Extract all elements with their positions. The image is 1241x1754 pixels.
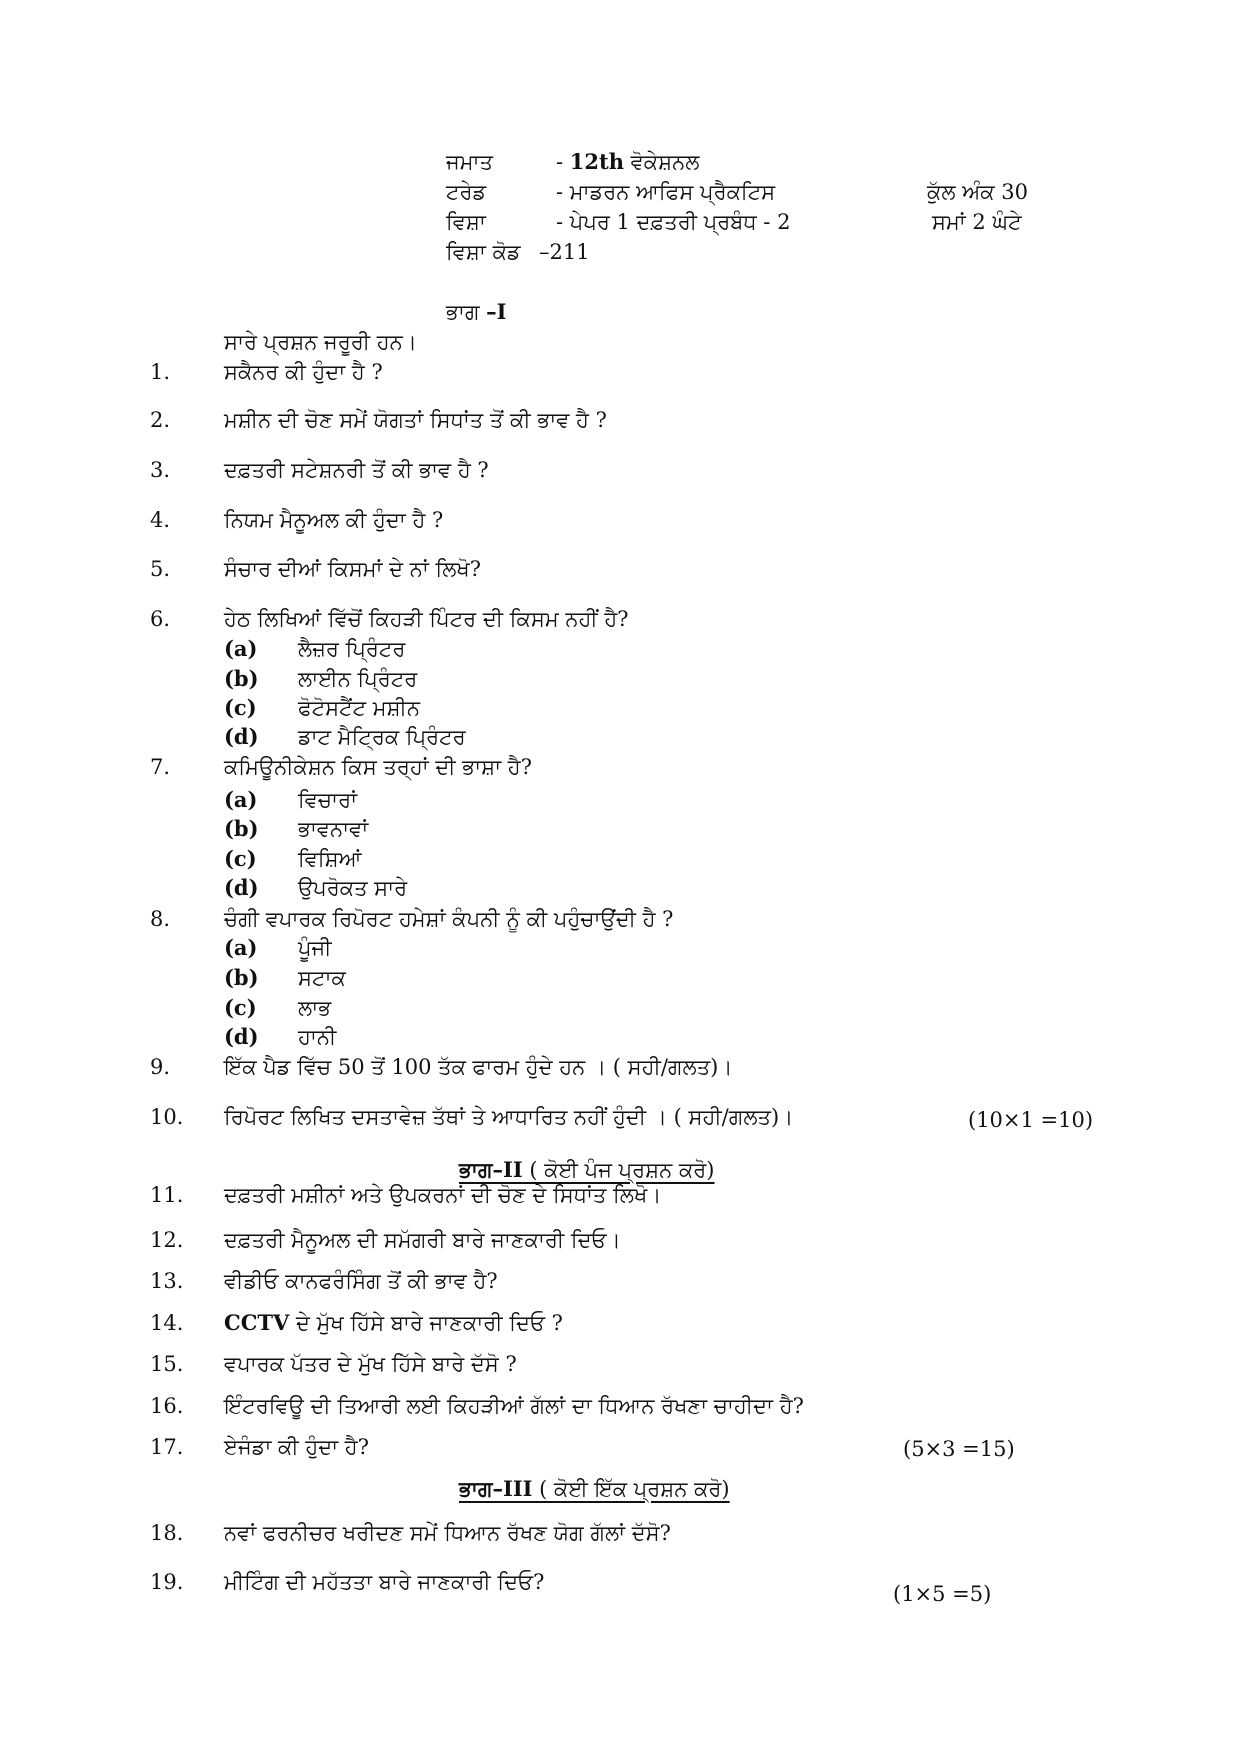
question-number: 9.: [150, 1055, 171, 1079]
part1-instruction: ਸਾਰੇ ਪ੍ਰਸ਼ਨ ਜਰੂਰੀ ਹਨ।: [224, 330, 417, 354]
question-row: [0, 1518, 1100, 1548]
subject-label: ਵਿਸ਼ਾ: [446, 210, 486, 234]
question-text: [224, 1308, 563, 1338]
question-row: [0, 1349, 1100, 1379]
question-number: 18.: [150, 1521, 184, 1545]
option-text: ਭਾਵਨਾਵਾਂ: [298, 817, 369, 841]
question-text: ਰਿਪੋਰਟ ਲਿਖਿਤ ਦਸਤਾਵੇਜ਼ ਤੱਥਾਂ ਤੇ ਆਧਾਰਿਤ ਨਹੀਂ ਹੁੰਦੀ । ( ਸਹੀ/ਗਲਤ)।: [224, 1105, 794, 1129]
question-text: ਨਵਾਂ ਫਰਨੀਚਰ ਖਰੀਦਣ ਸਮੇਂ ਧਿਆਨ ਰੱਖਣ ਯੋਗ ਗੱਲਾਂ ਦੱਸੋ?: [224, 1521, 671, 1545]
part2-title-instruction: ( ਕੋਈ ਪੰਜ ਪ੍ਰਸ਼ਨ ਕਰੋ): [522, 1158, 715, 1182]
time-allowed: ਸਮਾਂ 2 ਘੰਟੇ: [932, 210, 1022, 234]
subject-value: - ਪੇਪਰ 1 ਦਫ਼ਤਰੀ ਪ੍ਰਬੰਧ - 2: [556, 210, 791, 234]
question-number: 1.: [150, 360, 171, 384]
part1-title-numeral: –I: [486, 299, 507, 324]
question-number: 14.: [150, 1311, 184, 1335]
question-text: ਨਿਯਮ ਮੈਨੂਅਲ ਕੀ ਹੁੰਦਾ ਹੈ ?: [224, 508, 444, 532]
question-text-body: ਵੀਡੀਓ ਕਾਨਫਰੰਸਿੰਗ ਤੋਂ ਕੀ ਭਾਵ ਹੈ?: [224, 1269, 498, 1293]
question-row: [0, 1052, 1100, 1082]
question-number: 15.: [150, 1352, 184, 1376]
part3-marks: (1×5 =5): [893, 1582, 992, 1606]
option-text: ਲਾਈਨ ਪ੍ਰਿੰਟਰ: [298, 667, 418, 691]
option-row: [0, 814, 700, 844]
question-row: [0, 455, 1100, 485]
part2-marks: (5×3 =15): [903, 1437, 1015, 1461]
trade-row: [446, 177, 846, 207]
question-text: ਚੰਗੀ ਵਪਾਰਕ ਰਿਪੋਰਟ ਹਮੇਸ਼ਾਂ ਕੰਪਨੀ ਨੂੰ ਕੀ ਪਹੁੰਚਾਉਂਦੀ ਹੈ ?: [224, 907, 674, 931]
class-row: [446, 147, 846, 177]
question-row: [0, 1102, 1100, 1132]
option-text: ਸਟਾਕ: [298, 966, 346, 990]
option-row: [0, 785, 700, 815]
question-text: ਮਸ਼ੀਨ ਦੀ ਚੋਣ ਸਮੇਂ ਯੋਗਤਾਂ ਸਿਧਾਂਤ ਤੋਂ ਕੀ ਭਾਵ ਹੈ ?: [224, 408, 607, 432]
option-row: [0, 933, 700, 963]
question-text: ਇੱਕ ਪੈਡ ਵਿੱਚ 50 ਤੋਂ 100 ਤੱਕ ਫਾਰਮ ਹੁੰਦੇ ਹਨ । ( ਸਹੀ/ਗਲਤ)।: [224, 1055, 733, 1079]
question-row: [0, 1180, 1100, 1210]
part1-title-prefix: ਭਾਗ: [446, 300, 487, 324]
question-text: ਮੀਟਿੰਗ ਦੀ ਮਹੱਤਤਾ ਬਾਰੇ ਜਾਣਕਾਰੀ ਦਿਓ?: [224, 1570, 545, 1594]
question-text-body: ਵਪਾਰਕ ਪੱਤਰ ਦੇ ਮੁੱਖ ਹਿੱਸੇ ਬਾਰੇ ਦੱਸੋ ?: [224, 1352, 517, 1376]
subject-row: [446, 207, 846, 237]
option-label: (a): [224, 636, 258, 661]
class-suffix: ਵੋਕੇਸ਼ਨਲ: [623, 150, 700, 174]
question-text-body: ਦਫ਼ਤਰੀ ਮਸ਼ੀਨਾਂ ਅਤੇ ਉਪਕਰਨਾਂ ਦੀ ਚੋਣ ਦੇ ਸਿਧਾਂਤ ਲਿਖੋ।: [224, 1183, 662, 1207]
question-number: 16.: [150, 1394, 184, 1418]
option-label: (d): [224, 1024, 259, 1049]
question-row: [0, 405, 1100, 435]
option-text: ਡਾਟ ਮੈਟ੍ਰਿਕ ਪ੍ਰਿੰਟਰ: [298, 725, 466, 749]
question-text: ਹੇਠ ਲਿਖਿਆਂ ਵਿੱਚੋਂ ਕਿਹੜੀ ਪਿੰਟਰ ਦੀ ਕਿਸਮ ਨਹੀਂ ਹੈ?: [224, 607, 629, 631]
total-marks: ਕੁੱਲ ਅੰਕ 30: [927, 180, 1028, 204]
question-number: 3.: [150, 458, 171, 482]
trade-label: ਟਰੇਡ: [446, 180, 487, 204]
question-row: [0, 752, 1100, 782]
question-number: 7.: [150, 755, 171, 779]
option-label: (d): [224, 724, 259, 749]
option-text: ਲਾਭ: [298, 996, 332, 1020]
question-number: 8.: [150, 907, 171, 931]
option-label: (a): [224, 787, 258, 812]
question-number: 12.: [150, 1228, 184, 1252]
part1-marks: (10×1 =10): [968, 1108, 1094, 1132]
question-row: [0, 904, 1100, 934]
part3-title-numeral: ਭਾਗ–III: [459, 1476, 533, 1501]
option-row: [0, 844, 700, 874]
part3-title-instruction: ( ਕੋਈ ਇੱਕ ਪ੍ਰਸ਼ਨ ਕਰੋ): [532, 1477, 730, 1501]
trade-value: - ਮਾਡਰਨ ਆਫਿਸ ਪ੍ਰੈਕਟਿਸ: [556, 180, 776, 204]
question-row: [0, 554, 1100, 584]
option-row: [0, 873, 700, 903]
question-bold-term: CCTV: [224, 1310, 290, 1335]
question-text: ਸਕੈਨਰ ਕੀ ਹੁੰਦਾ ਹੈ ?: [224, 360, 383, 384]
option-label: (b): [224, 965, 259, 990]
question-text: [224, 1266, 498, 1296]
question-text: [224, 1349, 517, 1379]
option-row: [0, 634, 700, 664]
option-row: [0, 963, 700, 993]
class-label: ਜਮਾਤ: [446, 150, 493, 174]
question-row: [0, 357, 1100, 387]
option-row: [0, 664, 700, 694]
option-text: ਵਿਚਾਰਾਂ: [298, 788, 358, 812]
question-number: 4.: [150, 508, 171, 532]
option-label: (c): [224, 846, 257, 871]
code-value: –211: [539, 240, 590, 264]
option-label: (c): [224, 695, 257, 720]
question-row: [0, 1391, 1100, 1421]
question-number: 6.: [150, 607, 171, 631]
question-text: [224, 1391, 804, 1421]
part3-title: [459, 1474, 730, 1504]
question-text: [224, 1180, 661, 1210]
question-number: 10.: [150, 1105, 184, 1129]
question-row: [0, 1308, 1100, 1338]
option-row: [0, 722, 700, 752]
question-text-body: ਏਜੰਡਾ ਕੀ ਹੁੰਦਾ ਹੈ?: [224, 1435, 369, 1459]
question-text: ਕਮਿਊਨੀਕੇਸ਼ਨ ਕਿਸ ਤਰ੍ਹਾਂ ਦੀ ਭਾਸ਼ਾ ਹੈ?: [224, 755, 532, 779]
code-row: [446, 237, 846, 267]
option-text: ਉਪਰੋਕਤ ਸਾਰੇ: [298, 876, 408, 900]
option-text: ਹਾਨੀ: [298, 1025, 337, 1049]
option-text: ਲੈਜ਼ਰ ਪ੍ਰਿੰਟਰ: [298, 637, 406, 661]
question-text: ਦਫ਼ਤਰੀ ਸਟੇਸ਼ਨਰੀ ਤੋਂ ਕੀ ਭਾਵ ਹੈ ?: [224, 458, 489, 482]
option-label: (b): [224, 666, 259, 691]
code-label: ਵਿਸ਼ਾ ਕੋਡ: [446, 240, 521, 264]
question-number: 2.: [150, 408, 171, 432]
exam-header: [446, 147, 846, 267]
question-row: [0, 1266, 1100, 1296]
option-row: [0, 1022, 700, 1052]
option-text: ਪੂੰਜੀ: [298, 936, 332, 960]
question-text: ਸੰਚਾਰ ਦੀਆਂ ਕਿਸਮਾਂ ਦੇ ਨਾਂ ਲਿਖੋ?: [224, 557, 482, 581]
part2-title-numeral: ਭਾਗ–II: [459, 1157, 523, 1182]
option-row: [0, 993, 700, 1023]
option-row: [0, 693, 700, 723]
question-number: 11.: [150, 1183, 184, 1207]
option-label: (a): [224, 935, 258, 960]
class-value: [556, 147, 699, 177]
question-text: [224, 1432, 369, 1462]
option-label: (b): [224, 816, 259, 841]
question-number: 17.: [150, 1435, 184, 1459]
question-number: 19.: [150, 1570, 184, 1594]
option-label: (c): [224, 995, 257, 1020]
option-label: (d): [224, 875, 259, 900]
question-number: 13.: [150, 1269, 184, 1293]
class-prefix: -: [556, 150, 570, 174]
question-text-body: ਦੇ ਮੁੱਖ ਹਿੱਸੇ ਬਾਰੇ ਜਾਣਕਾਰੀ ਦਿਓ ?: [289, 1311, 563, 1335]
class-grade: 12th: [569, 149, 624, 174]
question-text-body: ਦਫ਼ਤਰੀ ਮੈਨੂਅਲ ਦੀ ਸਮੱਗਰੀ ਬਾਰੇ ਜਾਣਕਾਰੀ ਦਿਓ।: [224, 1228, 621, 1252]
option-text: ਫੋਟੋਸਟੈਂਟ ਮਸ਼ੀਨ: [298, 696, 421, 720]
question-row: [0, 604, 1100, 634]
option-text: ਵਿਸ਼ਿਆਂ: [298, 847, 362, 871]
question-row: [0, 505, 1100, 535]
question-text-body: ਇੰਟਰਵਿਊ ਦੀ ਤਿਆਰੀ ਲਈ ਕਿਹੜੀਆਂ ਗੱਲਾਂ ਦਾ ਧਿਆਨ ਰੱਖਣਾ ਚਾਹੀਦਾ ਹੈ?: [224, 1394, 804, 1418]
question-text: [224, 1225, 621, 1255]
part1-title: [446, 297, 507, 327]
question-number: 5.: [150, 557, 171, 581]
question-row: [0, 1225, 1100, 1255]
